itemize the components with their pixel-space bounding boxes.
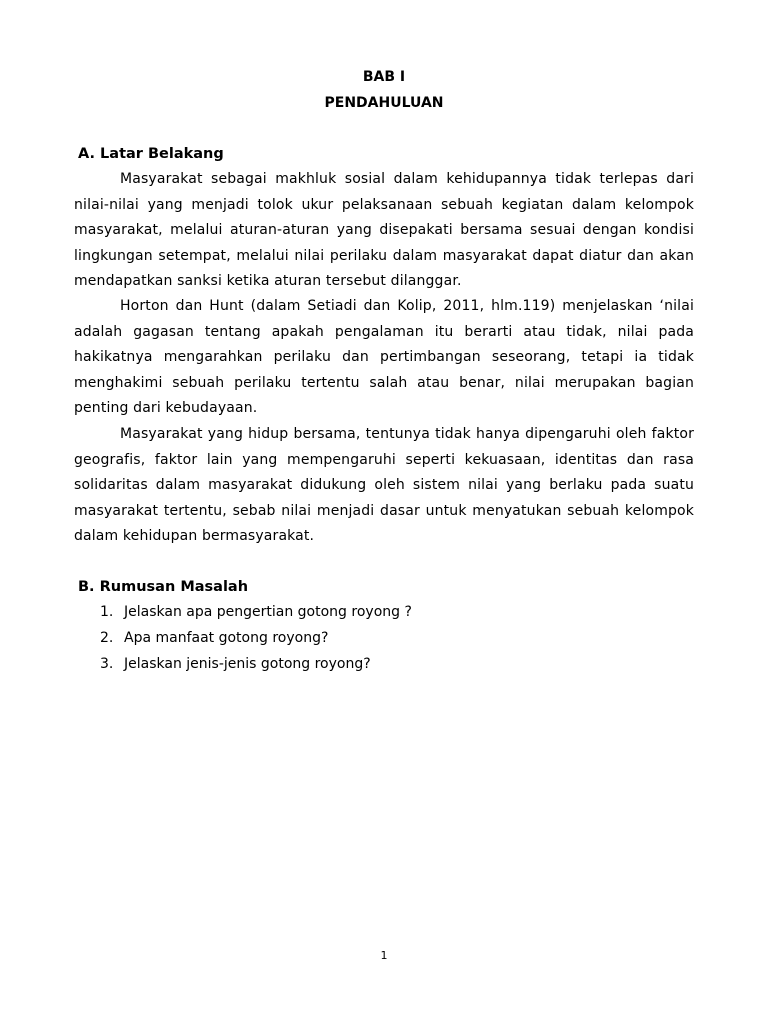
list-item bbox=[100, 652, 412, 678]
paragraph-3: Masyarakat yang hidup bersama, tentunya tidak hanya dipengaruhi oleh faktor geografis, faktor lain yang mempengaruhi seperti kekuasaan, identitas dan rasa solidaritas dalam masyarakat didukung oleh sistem nilai yang berlaku pada suatu masyarakat tertentu, sebab nilai menjadi dasar untuk menyatukan sebuah kelompok dalam kehidupan bermasyarakat. bbox=[74, 426, 694, 544]
list-item-number: 1. bbox=[100, 604, 114, 620]
list-item-number: 3. bbox=[100, 655, 114, 672]
page-number: 1 bbox=[380, 949, 388, 962]
section-heading-rumusan-masalah: B. Rumusan Masalah bbox=[78, 579, 249, 595]
paragraph-1: Masyarakat sebagai makhluk sosial dalam kehidupannya tidak terlepas dari nilai-nilai yang menjadi tolok ukur pelaksanaan sebuah kegiatan dalam kelompok masyarakat, melalui aturan-aturan yang disepakati bersama sesuai dengan kondisi lingkungan setempat, melalui nilai perilaku dalam masyarakat dapat diatur dan akan mendapatkan sanksi ketika aturan tersebut dilanggar. bbox=[74, 171, 694, 289]
chapter-number: BAB I bbox=[362, 69, 406, 85]
list-item-text: Jelaskan jenis-jenis gotong royong? bbox=[124, 655, 371, 672]
list-item-text: Apa manfaat gotong royong? bbox=[124, 629, 329, 646]
problem-list bbox=[100, 600, 412, 677]
list-item-number: 2. bbox=[100, 629, 114, 646]
paragraph-2: Horton dan Hunt (dalam Setiadi dan Kolip, 2011, hlm.119) menjelaskan ‘nilai adalah gagasan tentang apakah pengalaman itu berarti atau tidak, nilai pada hakikatnya mengarahkan perilaku dan pertimbangan seseorang, tetapi ia tidak menghakimi sebuah perilaku tertentu salah atau benar, nilai merupakan bagian penting dari kebudayaan. bbox=[74, 298, 694, 416]
list-item bbox=[100, 600, 412, 626]
section-heading-latar-belakang: A. Latar Belakang bbox=[78, 146, 224, 162]
chapter-title: PENDAHULUAN bbox=[324, 95, 444, 111]
list-item-text: Jelaskan apa pengertian gotong royong ? bbox=[124, 604, 412, 620]
list-item bbox=[100, 626, 412, 652]
